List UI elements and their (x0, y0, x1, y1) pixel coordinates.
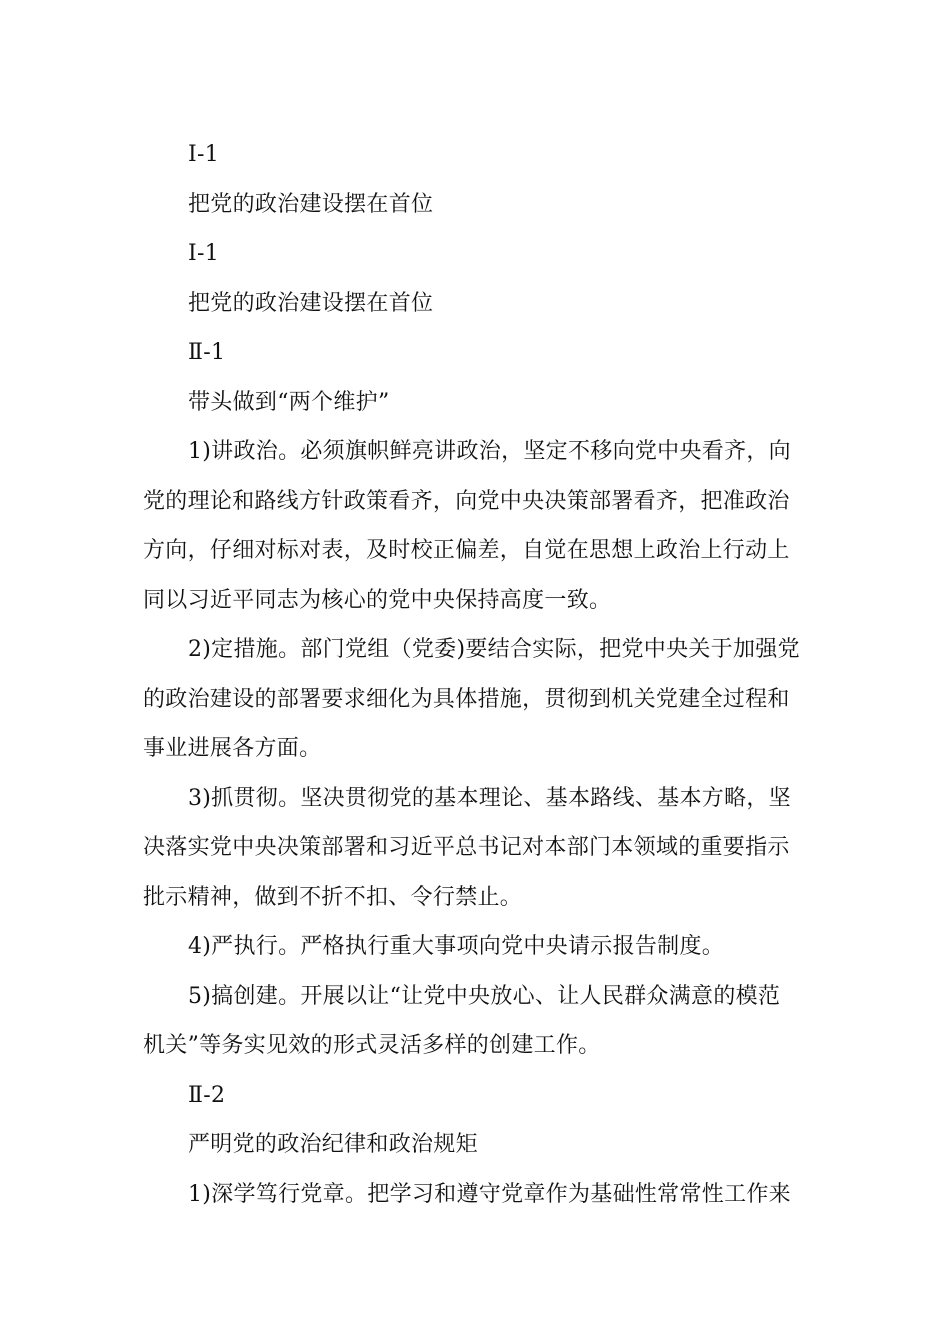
paragraph-5 (143, 972, 808, 1071)
document-body (143, 130, 808, 1219)
paragraph-line: 同以习近平同志为核心的党中央保持高度一致。 (143, 587, 612, 613)
paragraph-3 (143, 774, 808, 923)
paragraph-line: 批示精神，做到不折不扣、令行禁止。 (143, 884, 523, 910)
section-title: 把党的政治建设摆在首位 (188, 290, 434, 316)
paragraph-line: 决落实党中央决策部署和习近平总书记对本部门本领域的重要指示 (143, 835, 790, 860)
paragraph-line: 的政治建设的部署要求细化为具体措施，贯彻到机关党建全过程和 (143, 686, 790, 712)
paragraph-line: 党的理论和路线方针政策看齐，向党中央决策部署看齐，把准政治 (143, 488, 790, 514)
paragraph-2 (143, 625, 808, 774)
section-number: Ⅰ-1 (188, 142, 220, 167)
section-title: 把党的政治建设摆在首位 (188, 191, 434, 217)
paragraph-line: 5)搞创建。开展以让“让党中央放心、让人民群众满意的模范 (188, 983, 781, 1009)
section-title: 带头做到“两个维护” (188, 389, 390, 415)
paragraph-line: 1)讲政治。必须旗帜鲜亮讲政治，坚定不移向党中央看齐，向 (188, 439, 791, 464)
paragraph-1 (143, 427, 808, 625)
paragraph-line: 机关”等务实见效的形式灵活多样的创建工作。 (143, 1033, 601, 1058)
paragraph-line: 事业进展各方面。 (143, 736, 322, 761)
paragraph-6 (143, 1170, 808, 1220)
section-title: 严明党的政治纪律和政治规矩 (188, 1132, 478, 1157)
section-number: Ⅱ-2 (188, 1082, 226, 1108)
paragraph-line: 4)严执行。严格执行重大事项向党中央请示报告制度。 (188, 934, 725, 959)
section-number: Ⅰ-1 (188, 241, 220, 266)
paragraph-line: 2)定措施。部门党组（党委)要结合实际，把党中央关于加强党 (188, 637, 800, 662)
paragraph-line: 1)深学笃行党章。把学习和遵守党章作为基础性常常性工作来 (188, 1181, 791, 1207)
paragraph-line: 方向，仔细对标对表，及时校正偏差，自觉在思想上政治上行动上 (143, 538, 790, 563)
paragraph-4 (143, 922, 808, 972)
paragraph-line: 3)抓贯彻。坚决贯彻党的基本理论、基本路线、基本方略，坚 (188, 785, 791, 811)
section-number: Ⅱ-1 (188, 340, 226, 365)
